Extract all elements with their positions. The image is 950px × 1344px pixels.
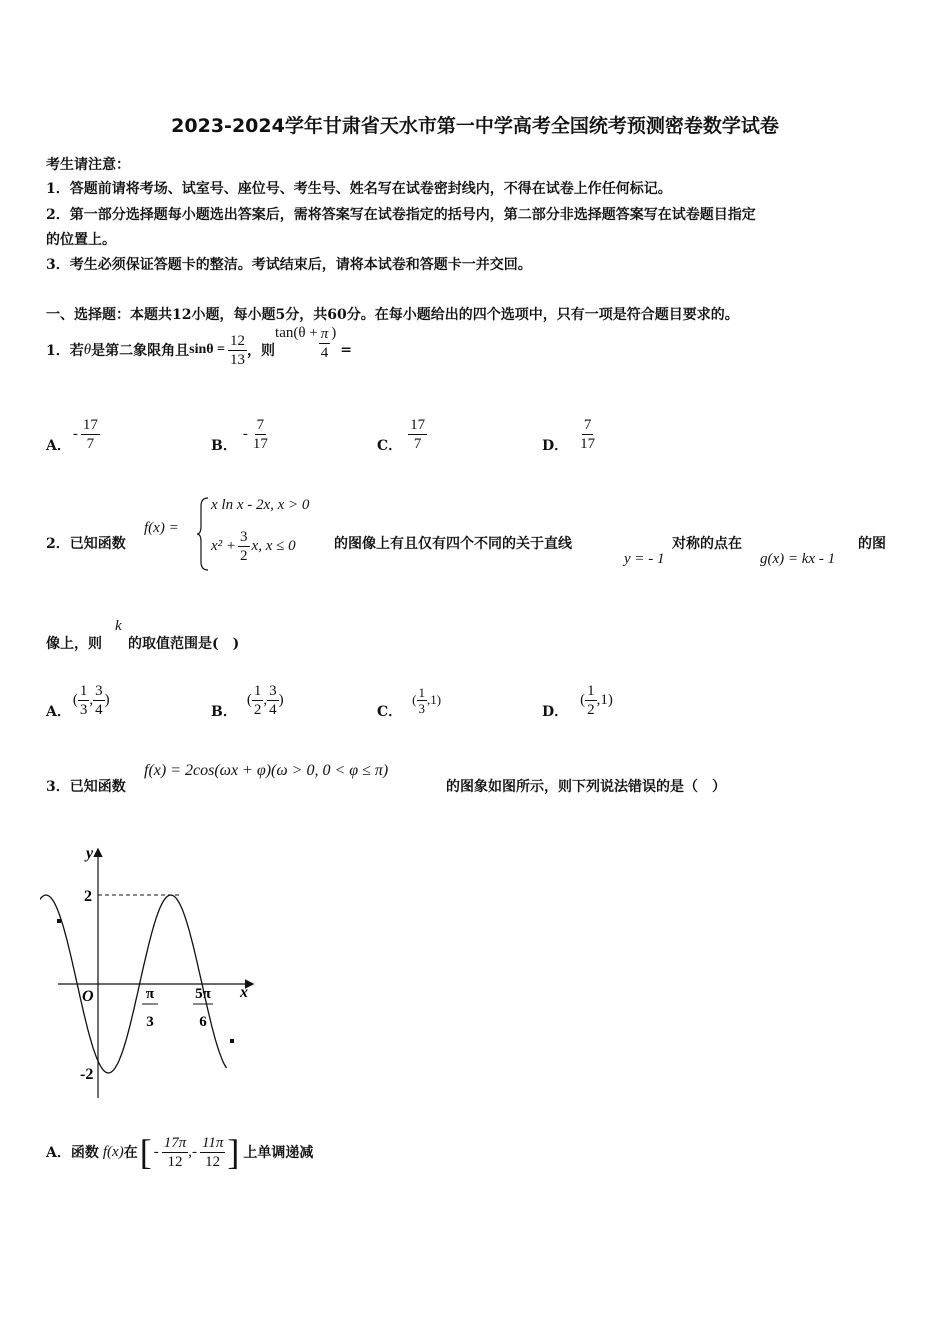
q2-option-c-open: ( bbox=[412, 692, 417, 707]
y-min-label: -2 bbox=[80, 1066, 94, 1083]
q2-stem-b: 的图像上有且仅有四个不同的关于直线 bbox=[334, 536, 572, 552]
q1-option-a-fraction bbox=[81, 416, 100, 453]
q1-equals: = bbox=[340, 342, 353, 358]
q2-option-b-num-2: 3 bbox=[269, 682, 277, 699]
q1-option-d[interactable] bbox=[542, 410, 597, 458]
section-heading: 一、选择题：本题共12小题，每小题5分，共60分。在每小题给出的四个选项中，只有一项是符合题目要求的。 bbox=[46, 307, 739, 323]
q1-option-c-den: 7 bbox=[413, 435, 422, 452]
x-axis-label: x bbox=[240, 984, 248, 1001]
q2-option-d-den: 2 bbox=[587, 701, 595, 718]
q2-option-d-tail: ,1) bbox=[596, 691, 613, 708]
q1-tan-expression bbox=[275, 325, 336, 362]
notice-item-3: 3．考生必须保证答题卡的整洁。考试结束后，请将本试卷和答题卡一并交回。 bbox=[46, 257, 532, 273]
y-max-label: 2 bbox=[84, 888, 92, 905]
q1-option-c-label: C． bbox=[377, 438, 403, 454]
q3-interval-b-den: 12 bbox=[205, 1153, 221, 1170]
q3-interval-open-bracket: [ bbox=[139, 1132, 152, 1172]
q1-sin-den: 13 bbox=[230, 351, 246, 368]
q2-option-d-frac bbox=[585, 682, 597, 719]
q2-option-b-frac-1 bbox=[252, 682, 264, 719]
q2-option-a[interactable]: A． ( $\frac{1}{3}$ , $\frac{3}{4}$ ) bbox=[46, 682, 110, 720]
q1-option-b-den: 17 bbox=[252, 435, 268, 452]
q2-option-c[interactable] bbox=[377, 676, 441, 724]
q2-option-b-num-1: 1 bbox=[253, 682, 262, 699]
q1-option-b-num: 7 bbox=[256, 416, 265, 433]
x-tick-1-num: π bbox=[145, 986, 155, 1002]
q1-tan-den: 4 bbox=[320, 344, 329, 361]
q2-option-d-label: D． bbox=[542, 704, 569, 720]
q1-option-d-num: 7 bbox=[583, 416, 592, 433]
q3-formula: f(x) = 2cos(ωx + φ)(ω > 0, 0 < φ ≤ π) bbox=[144, 762, 389, 779]
q1-theta: θ bbox=[83, 341, 92, 358]
q2-option-c-tail: ,1) bbox=[427, 692, 442, 707]
q3-interval-a-den: 12 bbox=[167, 1153, 183, 1170]
q2-case-2-num: 3 bbox=[240, 528, 248, 545]
q1-tan-num: π bbox=[320, 325, 329, 342]
q3-option-a[interactable]: A．函数 f(x) 在 [ - $\frac{17\pi}{12}$ , - $\frac{11\pi}{12}$ ] 上单调递减 bbox=[46, 1132, 314, 1172]
q3-option-a-text-b: 在 bbox=[123, 1145, 138, 1161]
q2-option-a-frac-1 bbox=[78, 682, 90, 719]
q2-option-d[interactable] bbox=[542, 676, 613, 724]
curve-right-endpoint bbox=[230, 1039, 234, 1043]
q2-option-b-label: B． bbox=[211, 704, 237, 720]
x-tick-1-den: 3 bbox=[146, 1014, 154, 1030]
q1-option-b-sign: - bbox=[242, 425, 248, 442]
q1-option-a-num: 17 bbox=[82, 416, 98, 433]
q1-sin-fraction bbox=[228, 332, 247, 369]
q3-interval-b-fraction bbox=[200, 1134, 225, 1171]
q2-option-c-frac bbox=[417, 685, 428, 716]
origin-label: O bbox=[82, 988, 94, 1005]
notice-item-2: 2．第一部分选择题每小题选出答案后，需将答案写在试卷指定的括号内，第二部分非选择题答案写在试卷题目指定 bbox=[46, 207, 756, 223]
q1-option-a-label: A． bbox=[46, 438, 71, 454]
x-tick-2-den: 6 bbox=[199, 1014, 207, 1030]
q2-stem-e: 像上，则 bbox=[46, 636, 102, 652]
q2-option-a-den-1: 3 bbox=[79, 701, 88, 718]
q1-stem-b: 是第二象限角且 bbox=[91, 343, 190, 359]
q2-stem-d: 的图 bbox=[858, 536, 886, 552]
q2-case-2-b: x, x ≤ 0 bbox=[251, 537, 296, 554]
q2-stem-f: 的取值范围是( ) bbox=[128, 636, 240, 652]
q2-option-b-den-1: 2 bbox=[253, 701, 262, 718]
q2-stem-c: 对称的点在 bbox=[672, 536, 742, 552]
q3-option-a-text-a: A．函数 bbox=[46, 1145, 99, 1161]
q2-case-2-a: x² + bbox=[211, 537, 237, 554]
q2-option-d-num: 1 bbox=[587, 682, 595, 699]
q1-option-c-num: 17 bbox=[410, 416, 426, 433]
q1-stem-a: 1．若 bbox=[46, 343, 84, 359]
notice-item-1: 1．答题前请将考场、试室号、座位号、考生号、姓名写在试卷密封线内，不得在试卷上作任何标记。 bbox=[46, 181, 672, 197]
x-tick-2-num: 5π bbox=[195, 986, 211, 1002]
q2-option-a-num-1: 1 bbox=[79, 682, 88, 699]
q2-option-a-label: A． bbox=[46, 704, 71, 720]
q2-option-b[interactable]: B． ( $\frac{1}{2}$ , $\frac{3}{4}$ ) bbox=[211, 682, 284, 720]
q2-option-d-open: ( bbox=[580, 691, 586, 708]
q3-interval-a-num: 17π bbox=[163, 1134, 187, 1151]
q1-option-a[interactable] bbox=[46, 410, 100, 458]
q2-option-c-num: 1 bbox=[418, 684, 425, 700]
notice-item-2-cont: 的位置上。 bbox=[46, 232, 116, 248]
notice-heading: 考生请注意： bbox=[46, 157, 130, 173]
q2-case-2-den: 2 bbox=[240, 547, 248, 564]
q1-option-c[interactable] bbox=[377, 410, 427, 458]
q1-option-a-sign: - bbox=[72, 425, 78, 442]
q1-sin-num: 12 bbox=[230, 332, 246, 349]
q3-graph bbox=[40, 830, 270, 1110]
q2-case-1: x ln x - 2x, x > 0 bbox=[211, 497, 310, 513]
q3-option-a-f: f(x) bbox=[102, 1143, 124, 1160]
q3-stem-b: 的图象如图所示，则下列说法错误的是（ ） bbox=[446, 779, 726, 795]
q3-interval-b-num: 11π bbox=[201, 1134, 224, 1151]
q1-option-d-den: 17 bbox=[580, 435, 596, 452]
q2-option-b-open: ( bbox=[246, 691, 252, 708]
q2-case-2-fraction bbox=[238, 528, 250, 565]
q1-option-d-fraction bbox=[578, 416, 597, 453]
q1-option-b[interactable] bbox=[211, 410, 270, 458]
q3-option-a-text-c: 上单调递减 bbox=[243, 1145, 314, 1161]
q3-interval-a-sign: - bbox=[153, 1143, 159, 1160]
q2-option-b-den-2: 4 bbox=[269, 701, 277, 718]
y-axis-label: y bbox=[86, 845, 94, 862]
q2-option-a-num-2: 3 bbox=[95, 682, 103, 699]
q1-sin: sinθ = bbox=[189, 342, 226, 357]
q2-option-b-close: ) bbox=[278, 691, 284, 708]
q1-tan-fraction bbox=[319, 325, 331, 362]
q2-option-a-open: ( bbox=[72, 691, 78, 708]
q1-tan: tan(θ + bbox=[275, 324, 318, 341]
q2-stem-a: 2．已知函数 bbox=[46, 536, 126, 552]
q3-interval-b-sign: - bbox=[191, 1143, 197, 1160]
q2-option-b-frac-2 bbox=[267, 682, 279, 719]
q1-option-b-label: B． bbox=[211, 438, 237, 454]
q2-fx: f(x) = bbox=[144, 520, 179, 536]
q2-option-a-frac-2 bbox=[93, 682, 105, 719]
q2-option-c-label: C． bbox=[377, 704, 403, 720]
q2-g-equation: g(x) = kx - 1 bbox=[760, 551, 836, 567]
q3-stem-a: 3．已知函数 bbox=[46, 779, 126, 795]
q2-option-a-close: ) bbox=[104, 691, 110, 708]
q1-option-c-fraction bbox=[408, 416, 427, 453]
q2-option-a-den-2: 4 bbox=[95, 701, 103, 718]
q1-option-d-label: D． bbox=[542, 438, 569, 454]
q2-option-c-den: 3 bbox=[418, 700, 425, 716]
q1-option-a-den: 7 bbox=[86, 435, 95, 452]
q3-interval-a-fraction bbox=[162, 1134, 189, 1171]
page-title: 2023-2024学年甘肃省天水市第一中学高考全国统考预测密卷数学试卷 bbox=[171, 115, 779, 137]
q2-line-equation: y = - 1 bbox=[624, 551, 665, 567]
q1-option-b-fraction bbox=[251, 416, 270, 453]
question-1-stem bbox=[46, 324, 353, 372]
q1-tan-close: ) bbox=[331, 324, 337, 341]
q2-case-2 bbox=[211, 522, 296, 570]
curve-left-endpoint bbox=[57, 919, 61, 923]
q3-interval-close-bracket: ] bbox=[227, 1132, 240, 1172]
q1-stem-c: ，则 bbox=[247, 343, 276, 359]
q2-k: k bbox=[115, 618, 122, 634]
q2-piecewise-brace bbox=[196, 496, 210, 572]
